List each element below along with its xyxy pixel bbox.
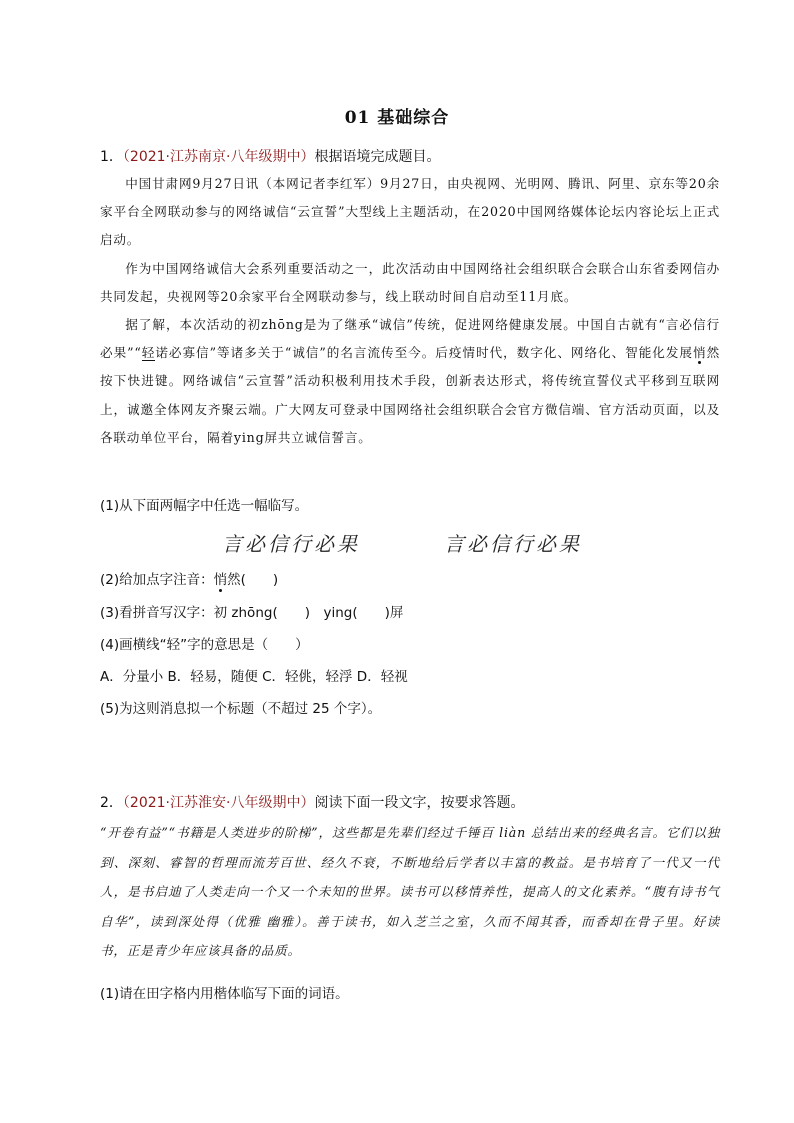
calligraphy-sample-1: 言必信行必果 [222,532,360,556]
question-2-header [100,792,524,812]
question-2-source: （2021·江苏淮安·八年级期中） [122,795,315,811]
question-1-passage [100,170,720,452]
question-2-number: 2． [100,795,123,811]
question-2-subquestion-1: (1)请在田字格内用楷体临写下面的词语。 [100,986,349,1002]
page-title: 01 基础综合 [344,108,450,128]
passage-paragraph-2: 作为中国网络诚信大会系列重要活动之一，此次活动由中国网络社会组织联合会联合山东省委网信办共同发起，央视网等20余家平台全网联动参与，线上联动时间自启动至11月底。 [100,260,720,304]
question-1-header [100,146,440,166]
subquestion-5: (5)为这则消息拟一个标题（不超过 25 个字）。 [100,701,382,717]
question-1-number: 1． [100,149,123,165]
subquestion-4-options: A．分量小 B．轻易，随便 C．轻佻，轻浮 D．轻视 [100,669,408,685]
underlined-char: 轻 [141,345,156,361]
subquestion-4: (4)画横线“轻”字的意思是（ ） [100,637,309,653]
subquestion-3: (3)看拼音写汉字：初 zhōng( ) ying( )屏 [100,605,404,621]
dotted-char: 悄 [213,572,228,588]
question-1-source: （2021·江苏南京·八年级期中） [122,149,315,165]
question-2-prompt: 阅读下面一段文字，按要求答题。 [314,795,525,811]
passage-paragraph-1: 中国甘肃网9月27日讯（本网记者李红军）9月27日，由央视网、光明网、腾讯、阿里、京东等20余家平台全网联动参与的网络诚信“云宣誓”大型线上主题活动，在2020中国网络媒体论坛内容论坛上正式启动。 [100,176,720,248]
passage-paragraph-1: “开卷有益”“书籍是人类进步的阶梯”，这些都是先辈们经过千锤百 liàn 总结出来的经典名言。它们以独到、深刻、睿智的哲理而流芳百世、经久不衰，不断地给后学者以丰富的教益。是书培育了一代又一代人，是书启迪了人类走向一个又一个未知的世界。读书可以移情养性，提高人的文化素养。“腹有诗书气自华”，读到深处得（优雅 幽雅）。善于读书，如入芝兰之室，久而不闻其香，而香却在骨子里。好读书，正是青少年应该具备的品质。 [100,825,720,958]
calligraphy-sample-2: 言必信行必果 [444,532,582,556]
dotted-char: 悄 [693,345,707,361]
subquestion-2: (2)给加点字注音：悄然( ) [100,572,279,588]
question-1-prompt: 根据语境完成题目。 [314,149,441,165]
question-2-passage [100,818,720,966]
passage-paragraph-3: 据了解，本次活动的初zhōng是为了继承“诚信”传统，促进网络健康发展。中国自古就有“言必信行必果”“轻诺必寡信”等诸多关于“诚信”的名言流传至今。后疫情时代，数字化、网络化、智能化发展悄然按下快进键。网络诚信“云宣誓”活动积极利用技术手段，创新表达形式，将传统宣誓仪式平移到互联网上，诚邀全体网友齐聚云端。广大网友可登录中国网络社会组织联合会官方微信端、官方活动页面，以及各联动单位平台，隔着ying屏共立诚信誓言。 [100,317,720,445]
subquestion-1: (1)从下面两幅字中任选一幅临写。 [100,498,309,514]
